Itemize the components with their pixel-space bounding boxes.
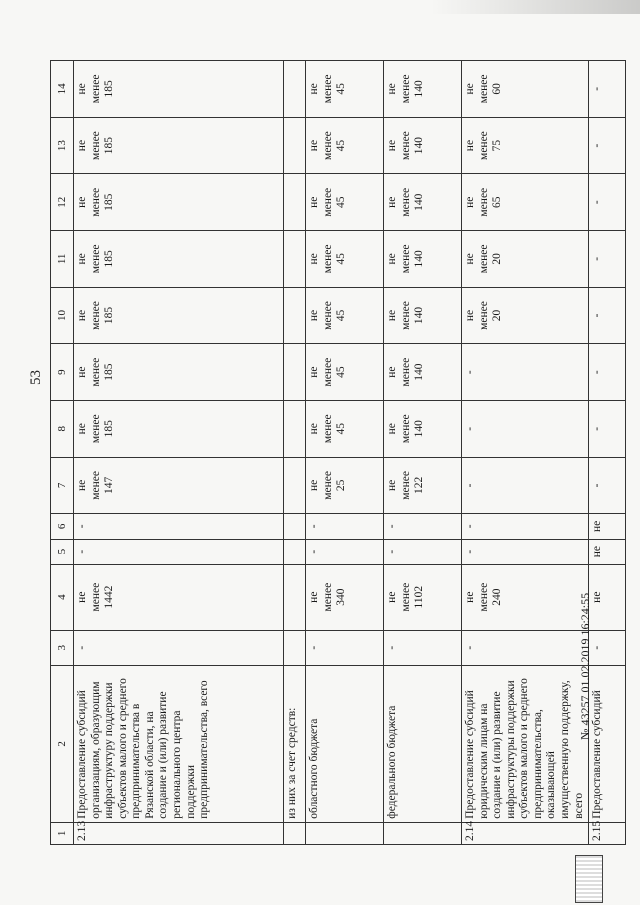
indicator-cell: не менее 60 [462, 61, 589, 118]
row-number: 2.15 [589, 822, 626, 844]
column-header: 14 [51, 61, 74, 118]
indicator-cell [284, 514, 306, 539]
indicator-cell: - [589, 630, 626, 665]
indicator-cell: не [589, 539, 626, 564]
indicator-cell: - [462, 400, 589, 457]
row-number [284, 822, 306, 844]
indicator-cell: не менее 45 [306, 174, 384, 231]
column-header: 10 [51, 287, 74, 344]
column-header: 4 [51, 564, 74, 630]
indicator-cell: - [462, 539, 589, 564]
indicator-cell: - [589, 174, 626, 231]
indicator-cell: не менее 1102 [384, 564, 462, 630]
column-header: 11 [51, 231, 74, 288]
indicator-cell: - [462, 457, 589, 514]
table-row [284, 61, 306, 845]
program-indicators-table [50, 60, 626, 845]
indicator-cell [284, 174, 306, 231]
indicator-cell: не менее 185 [74, 231, 284, 288]
scan-edge-shadow [430, 0, 640, 14]
indicator-cell [284, 61, 306, 118]
indicator-cell: - [74, 630, 284, 665]
indicator-cell: не менее 185 [74, 344, 284, 401]
rotated-table-wrapper [50, 60, 604, 845]
indicator-cell: не менее 45 [306, 287, 384, 344]
indicator-cell: не менее 20 [462, 287, 589, 344]
indicator-cell: не менее 240 [462, 564, 589, 630]
indicator-cell: не менее 185 [74, 174, 284, 231]
row-description: федерального бюджета [384, 665, 462, 822]
indicator-cell: не менее 140 [384, 231, 462, 288]
indicator-cell: не менее 45 [306, 344, 384, 401]
indicator-cell: не менее 75 [462, 117, 589, 174]
barcode-stamp-icon [575, 855, 603, 903]
indicator-cell: не менее 340 [306, 564, 384, 630]
indicator-cell: не менее 140 [384, 287, 462, 344]
column-header: 9 [51, 344, 74, 401]
indicator-cell: не менее 20 [462, 231, 589, 288]
indicator-cell: - [589, 457, 626, 514]
indicator-cell: - [589, 287, 626, 344]
indicator-cell: не менее 185 [74, 400, 284, 457]
indicator-cell: не [589, 564, 626, 630]
row-description: Предоставление субсидий организациям, образующим инфраструктуру поддержки субъектов малого и среднего предпринимательства в Рязанской области, на создание и (или) развитие регионального центра поддержки предпринимательства, всего [74, 665, 284, 822]
table-row [462, 61, 589, 845]
column-header: 5 [51, 539, 74, 564]
indicator-cell: - [589, 231, 626, 288]
page-number: 53 [28, 370, 44, 385]
indicator-cell: - [589, 61, 626, 118]
indicator-cell: не [589, 514, 626, 539]
indicator-cell: не менее 25 [306, 457, 384, 514]
column-header: 1 [51, 822, 74, 844]
indicator-cell: не менее 185 [74, 287, 284, 344]
row-number: 2.14 [462, 822, 589, 844]
header-row [51, 61, 74, 845]
indicator-cell: - [74, 539, 284, 564]
indicator-cell: не менее 1442 [74, 564, 284, 630]
indicator-cell [284, 400, 306, 457]
indicator-cell [284, 231, 306, 288]
indicator-cell: не менее 147 [74, 457, 284, 514]
indicator-cell: - [462, 514, 589, 539]
indicator-cell: - [384, 539, 462, 564]
indicator-cell: - [74, 514, 284, 539]
indicator-cell: - [462, 630, 589, 665]
indicator-cell: не менее 45 [306, 117, 384, 174]
column-header: 13 [51, 117, 74, 174]
indicator-cell: не менее 140 [384, 344, 462, 401]
indicator-cell: - [306, 514, 384, 539]
indicator-cell: - [306, 630, 384, 665]
indicator-cell: не менее 140 [384, 117, 462, 174]
indicator-cell: - [384, 630, 462, 665]
indicator-cell: не менее 140 [384, 400, 462, 457]
column-header: 3 [51, 630, 74, 665]
indicator-cell: - [589, 117, 626, 174]
indicator-cell: - [589, 344, 626, 401]
indicator-cell: не менее 185 [74, 61, 284, 118]
indicator-cell: - [462, 344, 589, 401]
row-number: 2.13 [74, 822, 284, 844]
row-number [306, 822, 384, 844]
indicator-cell: - [384, 514, 462, 539]
row-description: областного бюджета [306, 665, 384, 822]
indicator-cell [284, 457, 306, 514]
table-row [74, 61, 284, 845]
indicator-cell: - [589, 400, 626, 457]
column-header: 7 [51, 457, 74, 514]
indicator-cell: не менее 65 [462, 174, 589, 231]
column-header: 6 [51, 514, 74, 539]
table-body [51, 61, 626, 845]
row-number [384, 822, 462, 844]
indicator-cell: не менее 45 [306, 231, 384, 288]
indicator-cell [284, 564, 306, 630]
column-header: 8 [51, 400, 74, 457]
indicator-cell: не менее 140 [384, 61, 462, 118]
table-row [306, 61, 384, 845]
indicator-cell [284, 539, 306, 564]
document-registration-number: № 43257 01.02.2019 16:24:55 [578, 592, 592, 740]
row-description: из них за счет средств: [284, 665, 306, 822]
indicator-cell: не менее 140 [384, 174, 462, 231]
row-description: Предоставление субсидий [589, 665, 626, 822]
row-description: Предоставление субсидий юридическим лицам на создание и (или) развитие инфраструктуры поддержки субъектов малого и среднего предпринимательства, оказывающей имущественную поддержку, всего [462, 665, 589, 822]
indicator-cell [284, 117, 306, 174]
indicator-cell [284, 630, 306, 665]
indicator-cell [284, 287, 306, 344]
indicator-cell: не менее 122 [384, 457, 462, 514]
indicator-cell [284, 344, 306, 401]
indicator-cell: не менее 45 [306, 400, 384, 457]
column-header: 12 [51, 174, 74, 231]
indicator-cell: не менее 45 [306, 61, 384, 118]
indicator-cell: не менее 185 [74, 117, 284, 174]
indicator-cell: - [306, 539, 384, 564]
table-row [589, 61, 626, 845]
column-header: 2 [51, 665, 74, 822]
table-row [384, 61, 462, 845]
